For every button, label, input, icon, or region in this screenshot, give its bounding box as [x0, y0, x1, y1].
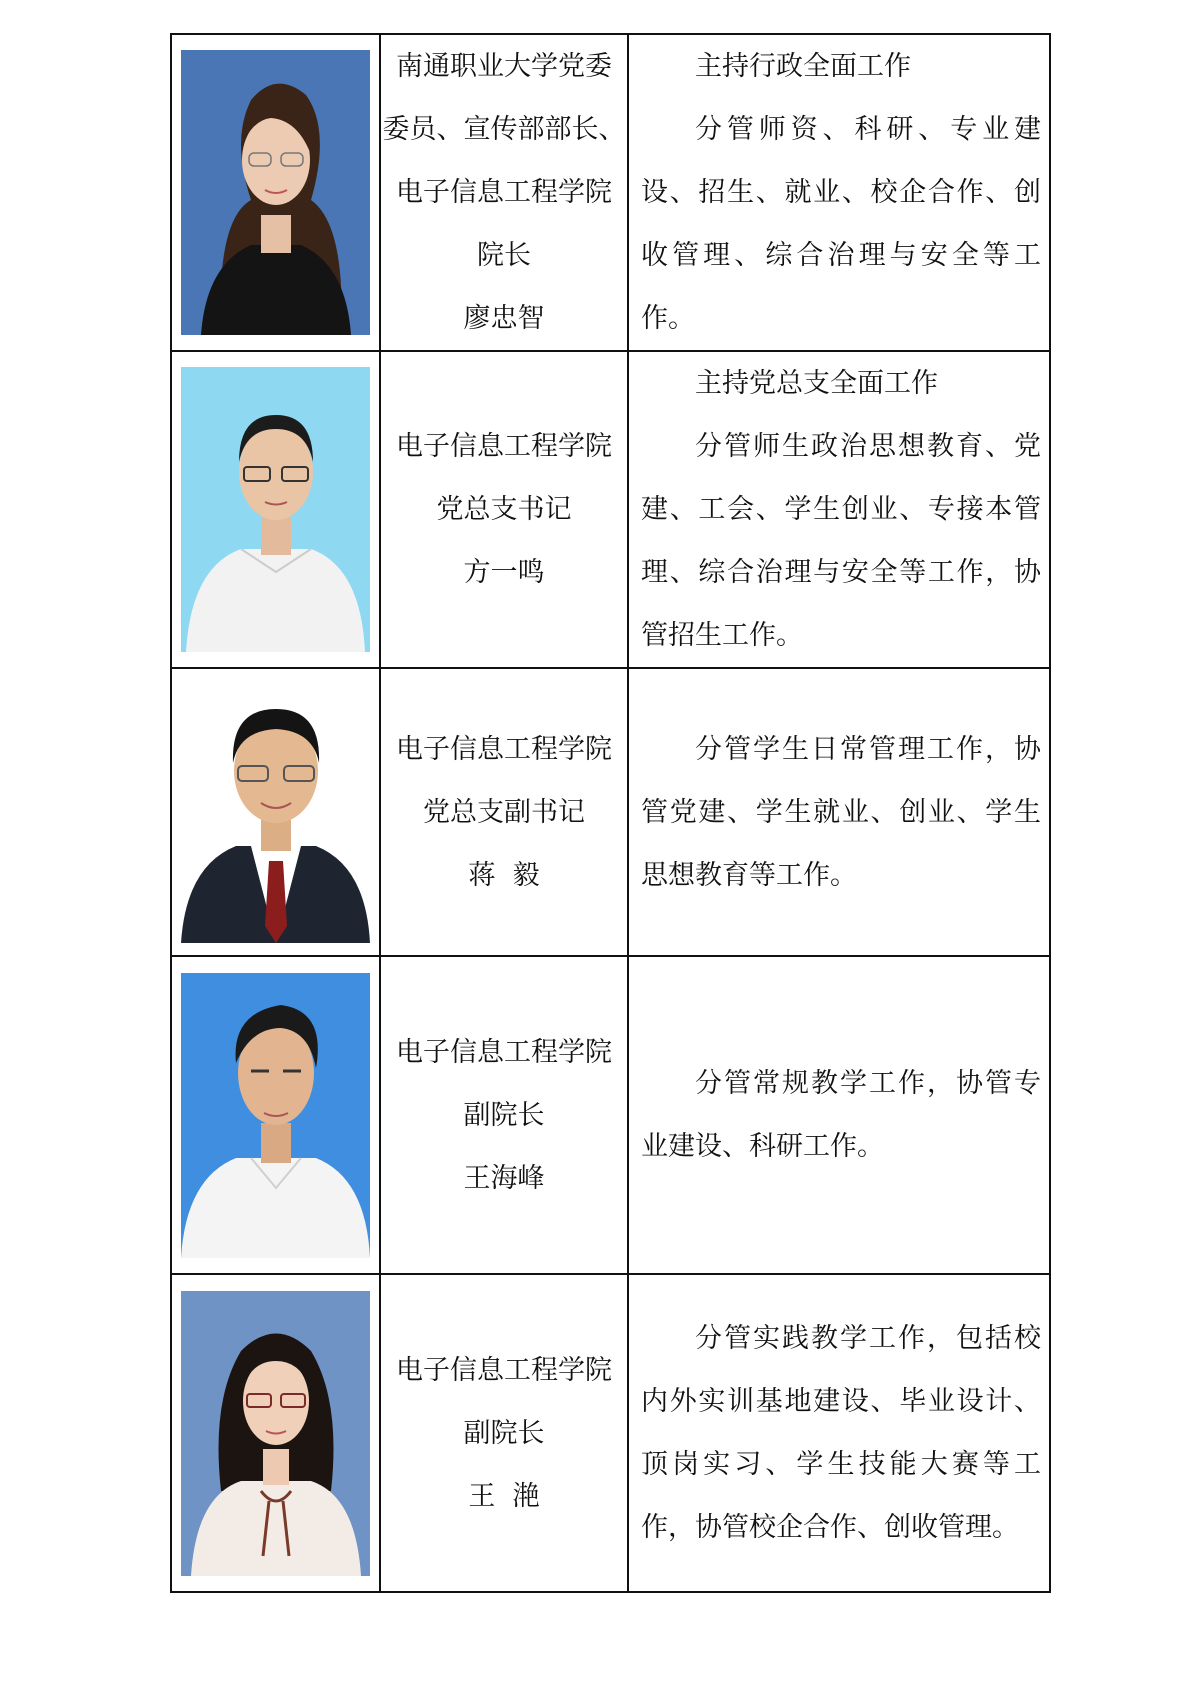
title-line: 电子信息工程学院: [396, 177, 612, 208]
title-line: 电子信息工程学院: [396, 1354, 612, 1386]
title-cell: [380, 34, 628, 351]
duty-cell: [628, 956, 1050, 1274]
leader-row: [171, 351, 1050, 668]
title-line: 委员、宣传部部长、: [382, 114, 626, 145]
leader-name: 王 滟: [468, 1480, 540, 1512]
leader-photo: [181, 681, 370, 943]
duty-cell: [628, 668, 1050, 956]
duty-paragraph: 分管师资、科研、专业建设、招生、就业、校企合作、创收管理、综合治理与安全等工作。: [641, 114, 1041, 334]
leader-name: 王海峰: [463, 1162, 545, 1194]
title-cell: [380, 351, 628, 668]
leader-name: 方一鸣: [463, 557, 545, 588]
title-line: 副院长: [463, 1099, 545, 1131]
duty-cell: [628, 351, 1050, 668]
title-line: 党总支副书记: [423, 796, 585, 828]
photo-cell: [171, 34, 380, 351]
title-cell: [380, 1274, 628, 1592]
title-cell: [380, 668, 628, 956]
photo-cell: [171, 956, 380, 1274]
title-line: 电子信息工程学院: [396, 431, 612, 462]
duty-cell: [628, 1274, 1050, 1592]
leader-photo: [181, 50, 370, 335]
photo-cell: [171, 1274, 380, 1592]
duty-paragraph: 分管学生日常管理工作，协管党建、学生就业、创业、学生思想教育等工作。: [641, 733, 1041, 891]
duty-paragraph: 分管实践教学工作，包括校内外实训基地建设、毕业设计、顶岗实习、学生技能大赛等工作，协管校企合作、创收管理。: [641, 1323, 1041, 1543]
duty-paragraph: 主持党总支全面工作: [695, 368, 938, 399]
leader-row: [171, 956, 1050, 1274]
duty-paragraph: 分管常规教学工作，协管专业建设、科研工作。: [641, 1068, 1041, 1162]
leader-row: [171, 34, 1050, 351]
leader-photo: [181, 973, 370, 1258]
leader-name: 廖忠智: [463, 303, 545, 334]
title-line: 南通职业大学党委: [396, 51, 612, 82]
title-cell: [380, 956, 628, 1274]
portrait-male-blue-bg: [181, 973, 370, 1258]
duty-paragraph: 分管师生政治思想教育、党建、工会、学生创业、专接本管理、综合治理与安全等工作，协管招生工作。: [641, 431, 1041, 651]
portrait-male-suit-white-bg: [181, 681, 370, 943]
photo-cell: [171, 668, 380, 956]
title-line: 院长: [477, 240, 531, 271]
duty-cell: [628, 34, 1050, 351]
title-line: 副院长: [463, 1417, 545, 1449]
leader-table: [170, 33, 1051, 1593]
title-line: 电子信息工程学院: [396, 733, 612, 765]
portrait-female-steelblue-bg: [181, 1291, 370, 1576]
leader-row: [171, 668, 1050, 956]
leader-photo: [181, 1291, 370, 1576]
leader-name: 蒋 毅: [468, 859, 540, 891]
leader-photo: [181, 367, 370, 652]
title-line: 电子信息工程学院: [396, 1036, 612, 1068]
duty-paragraph: 主持行政全面工作: [695, 51, 911, 82]
title-line: 党总支书记: [436, 494, 572, 525]
portrait-male-lightblue-bg: [181, 367, 370, 652]
photo-cell: [171, 351, 380, 668]
portrait-female-blue-bg: [181, 50, 370, 335]
leader-row: [171, 1274, 1050, 1592]
